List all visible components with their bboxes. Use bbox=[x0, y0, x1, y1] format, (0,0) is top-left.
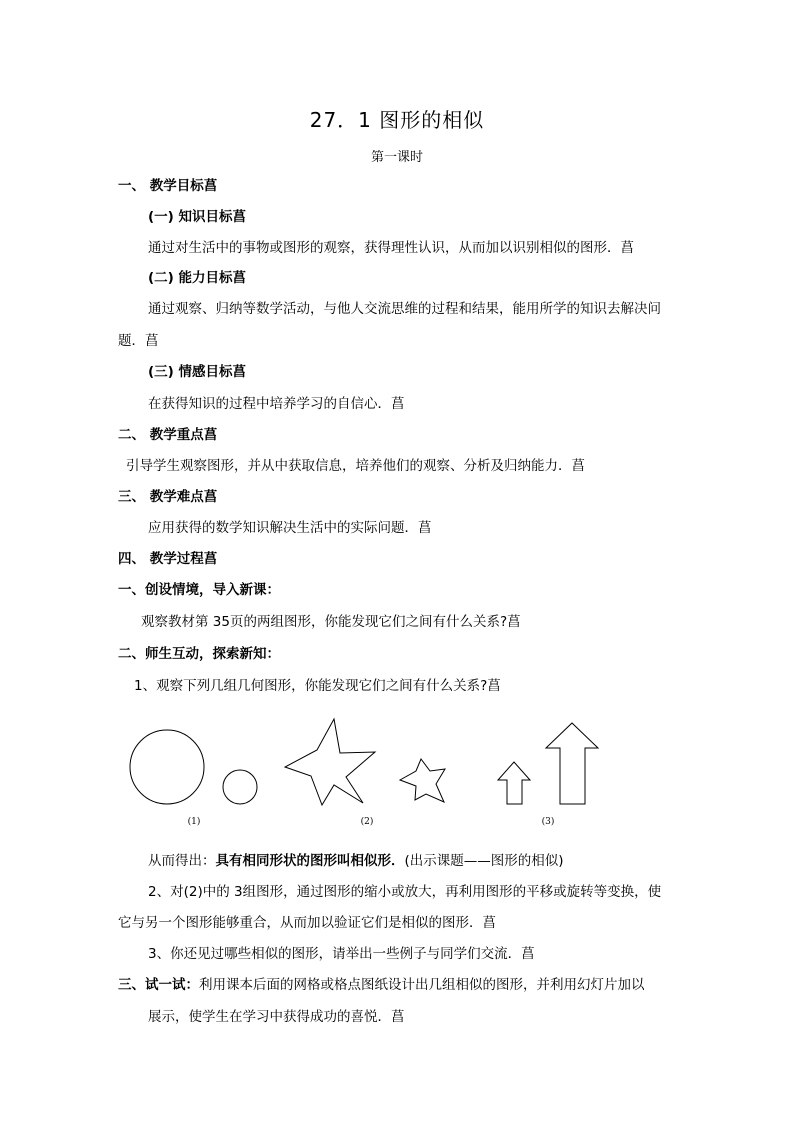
section-heading-key-points: 二、 教学重点菖 bbox=[118, 427, 218, 443]
conclusion-prefix: 从而得出： bbox=[148, 853, 216, 869]
figure-caption-3: (3) bbox=[541, 817, 555, 827]
subheading-knowledge: (一) 知识目标菖 bbox=[148, 209, 247, 225]
large-circle bbox=[130, 730, 204, 804]
step1-heading: 一、创设情境，导入新课： bbox=[118, 582, 280, 598]
subheading-emotion: (三) 情感目标菖 bbox=[148, 364, 247, 380]
paragraph-difficulties: 应用获得的数学知识解决生活中的实际问题．菖 bbox=[148, 520, 432, 536]
step3-line1 bbox=[118, 975, 645, 995]
step2-question3: 3、你还见过哪些相似的图形，请举出一些例子与同学们交流．菖 bbox=[148, 946, 535, 962]
page-subtitle: 第一课时 bbox=[370, 150, 423, 165]
step2-question2-line1: 2、对(2)中的 3组图形，通过图形的缩小或放大，再利用图形的平移或旋转等变换，使 bbox=[148, 884, 662, 900]
paragraph-ability-line2: 题．菖 bbox=[118, 333, 159, 349]
section-heading-difficulties: 三、 教学难点菖 bbox=[118, 489, 218, 505]
small-circle bbox=[223, 770, 257, 804]
step2-question1: 1、观察下列几组几何图形，你能发现它们之间有什么关系?菖 bbox=[134, 678, 501, 694]
small-arrow bbox=[498, 762, 530, 804]
page-title: 27．1 图形的相似 bbox=[309, 108, 485, 132]
paragraph-key-points: 引导学生观察图形，并从中获取信息，培养他们的观察、分析及归纳能力．菖 bbox=[126, 458, 585, 474]
step1-text: 观察教材第 35页的两组图形，你能发现它们之间有什么关系?菖 bbox=[141, 614, 521, 630]
small-star bbox=[400, 759, 445, 802]
step3-line2: 展示，使学生在学习中获得成功的喜悦．菖 bbox=[148, 1009, 405, 1025]
similar-figure-definition: 具有相同形状的图形叫相似形． bbox=[215, 853, 405, 869]
large-star bbox=[285, 719, 375, 805]
paragraph-ability-line1: 通过观察、归纳等数学活动，与他人交流思维的过程和结果，能用所学的知识去解决问 bbox=[148, 301, 661, 317]
step2-heading: 二、师生互动，探索新知： bbox=[118, 646, 280, 662]
paragraph-emotion: 在获得知识的过程中培养学习的自信心．菖 bbox=[148, 396, 405, 412]
large-arrow bbox=[546, 723, 598, 804]
paragraph-knowledge: 通过对生活中的事物或图形的观察，获得理性认识，从而加以识别相似的图形．菖 bbox=[148, 240, 634, 256]
figure-caption-1: (1) bbox=[187, 817, 201, 827]
section-heading-objectives: 一、 教学目标菖 bbox=[118, 178, 218, 194]
subheading-ability: (二) 能力目标菖 bbox=[148, 270, 247, 286]
conclusion-note: (出示课题——图形的相似) bbox=[404, 853, 564, 869]
conclusion-line bbox=[148, 851, 564, 871]
step2-question2-line2: 它与另一个图形能够重合，从而加以验证它们是相似的图形．菖 bbox=[118, 915, 496, 931]
figure-caption-2: (2) bbox=[360, 817, 374, 827]
geometry-figures bbox=[118, 715, 638, 835]
section-heading-process: 四、 教学过程菖 bbox=[118, 551, 218, 567]
step3-heading: 三、试一试： bbox=[118, 977, 199, 993]
step3-text: 利用课本后面的网格或格点图纸设计出几组相似的图形，并利用幻灯片加以 bbox=[199, 977, 645, 993]
